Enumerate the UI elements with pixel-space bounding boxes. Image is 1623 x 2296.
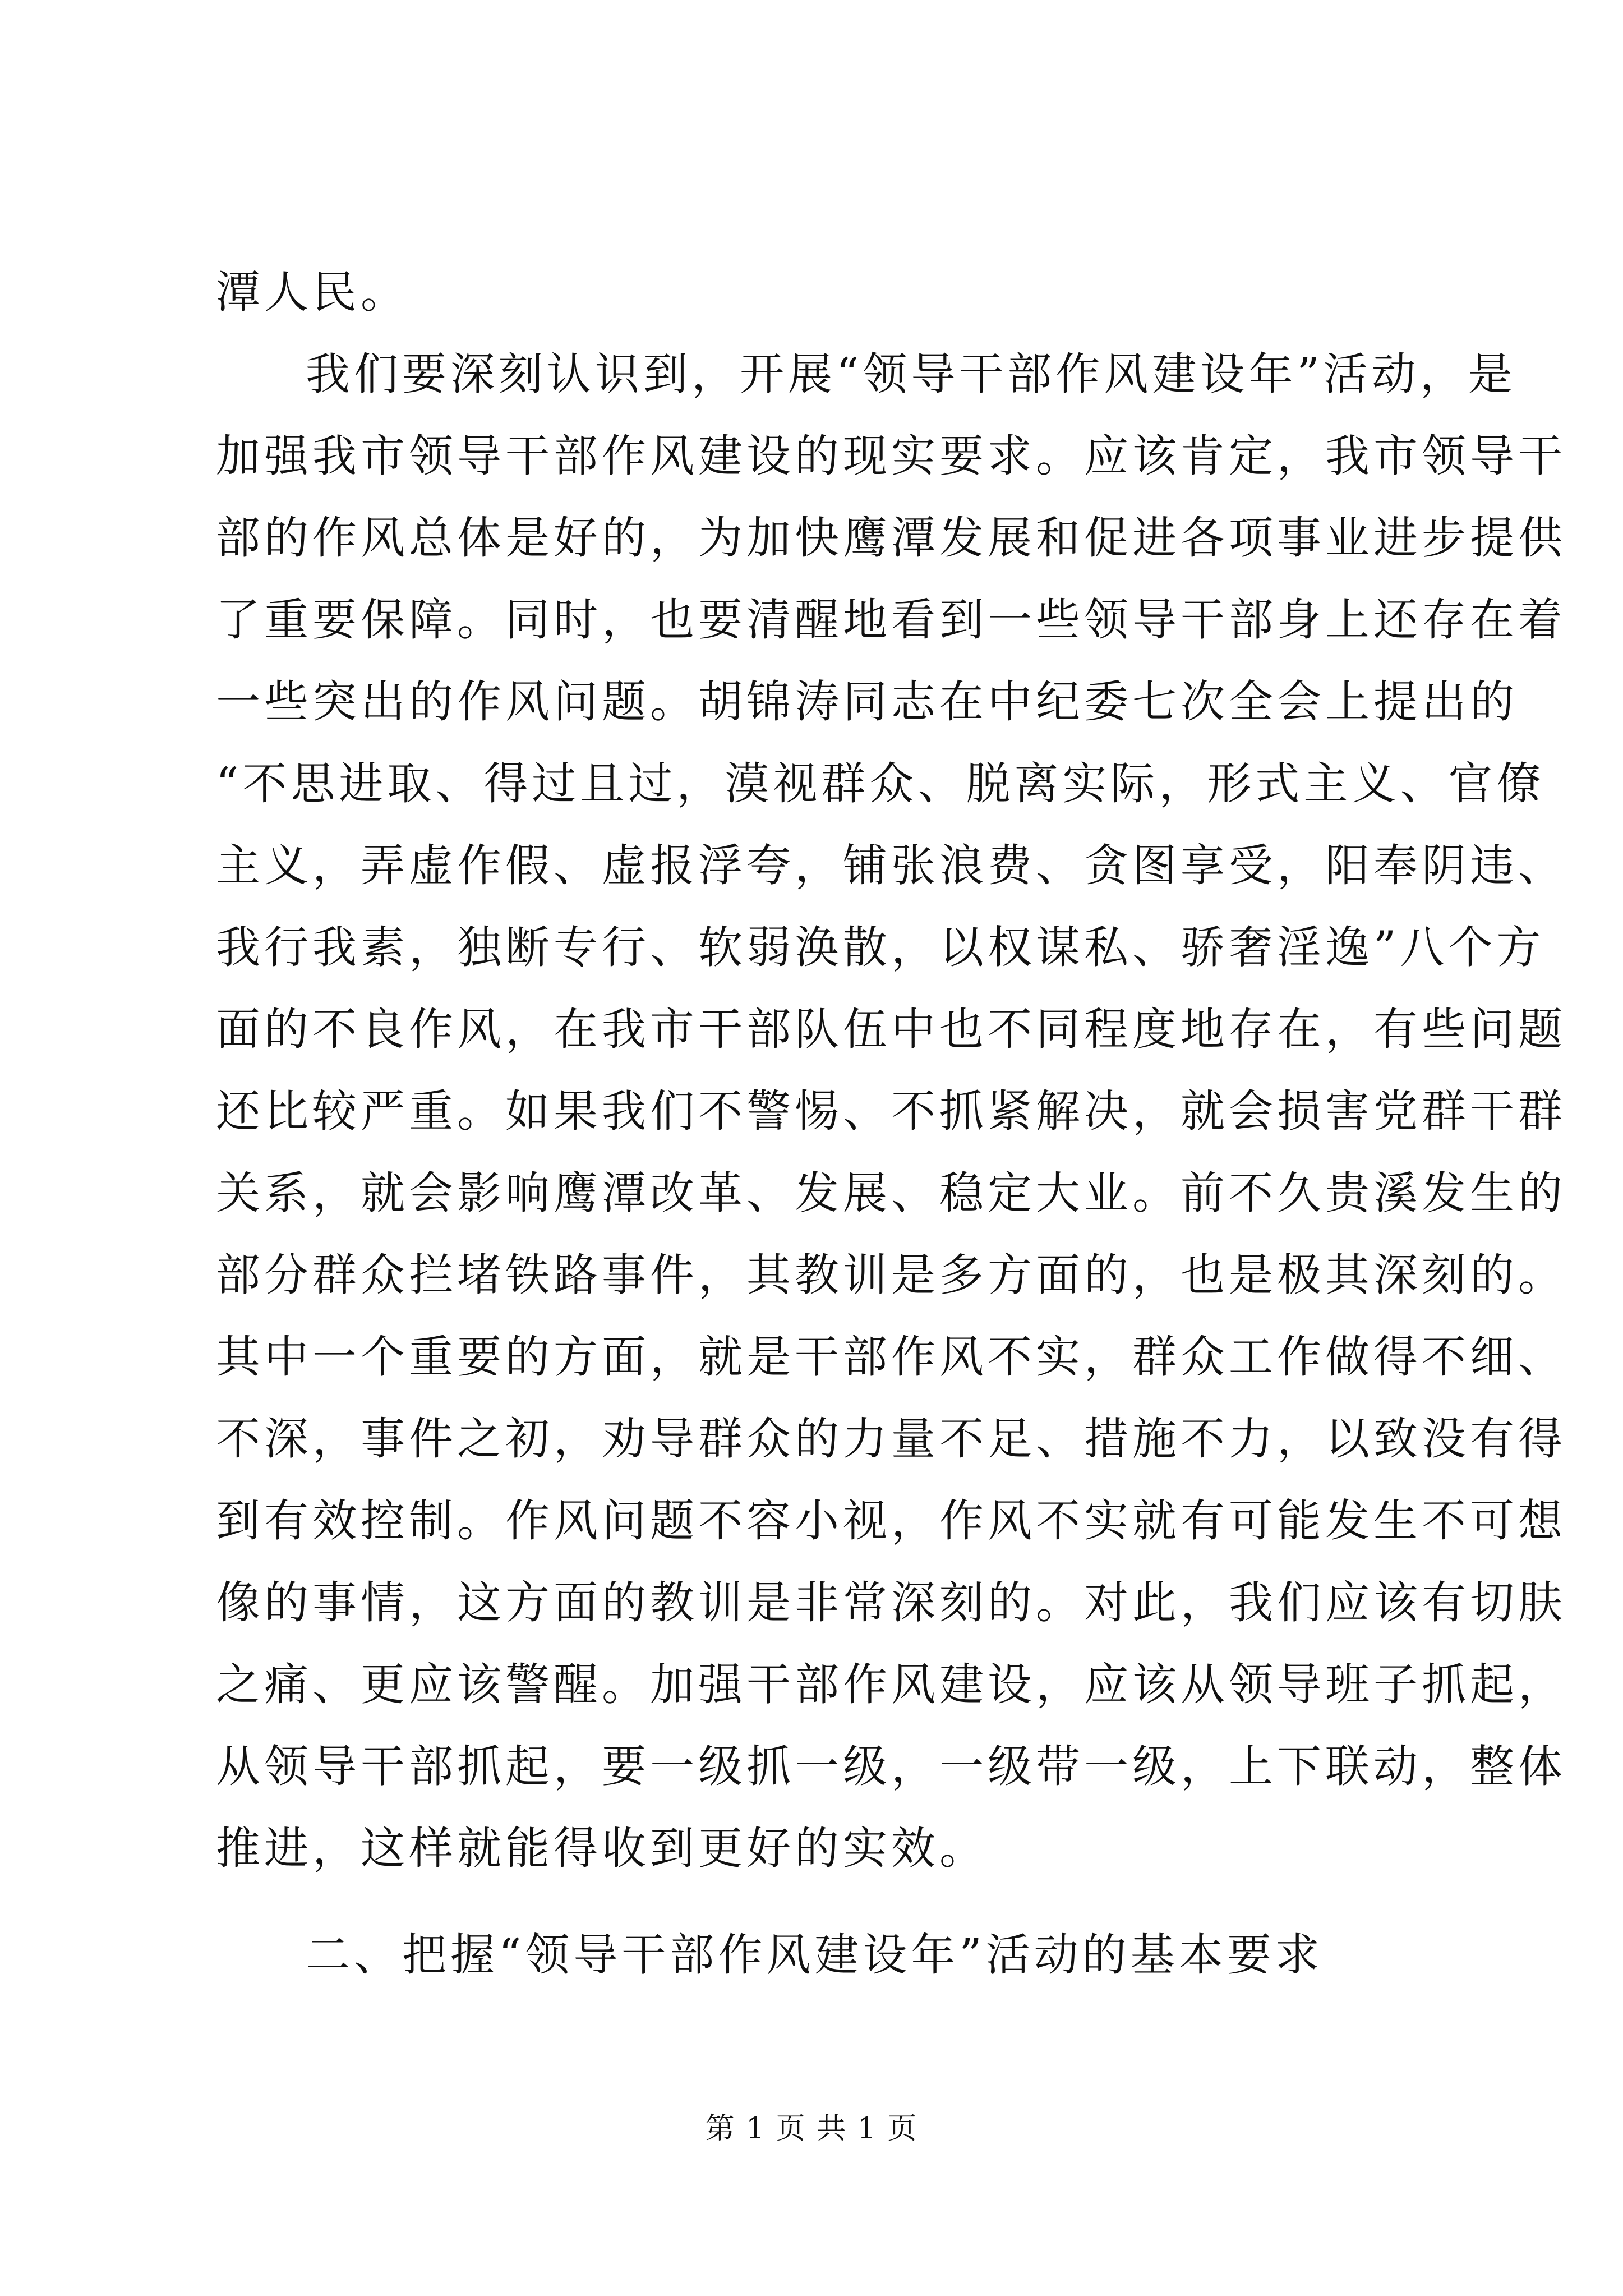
text-line: 到有效控制。作风问题不容小视，作风不实就有可能发生不可想 <box>216 1495 1566 1547</box>
text-line: 从领导干部抓起，要一级抓一级，一级带一级，上下联动，整体 <box>216 1741 1566 1792</box>
text-line: 部的作风总体是好的，为加快鹰潭发展和促进各项事业进步提供 <box>216 512 1566 564</box>
text-line: 部分群众拦堵铁路事件，其教训是多方面的，也是极其深刻的。 <box>216 1249 1566 1301</box>
text-line: 主义，弄虚作假、虚报浮夸，铺张浪费、贪图享受，阳奉阴违、 <box>216 840 1566 891</box>
page-footer: 第 1 页 共 1 页 <box>705 2112 918 2146</box>
text-line: 潭人民。 <box>216 266 409 318</box>
text-line: 加强我市领导干部作风建设的现实要求。应该肯定，我市领导干 <box>216 430 1566 482</box>
document-body <box>216 251 1566 1996</box>
text-line: 一些突出的作风问题。胡锦涛同志在中纪委七次全会上提出的 <box>216 676 1518 728</box>
section-heading: 二、把握“领导干部作风建设年”活动的基本要求 <box>306 1929 1324 1981</box>
text-line: 还比较严重。如果我们不警惕、不抓紧解决，就会损害党群干群 <box>216 1085 1566 1137</box>
text-line: 之痛、更应该警醒。加强干部作风建设，应该从领导班子抓起， <box>216 1659 1566 1710</box>
text-line: 关系，就会影响鹰潭改革、发展、稳定大业。前不久贵溪发生的 <box>216 1167 1566 1219</box>
text-line: 其中一个重要的方面，就是干部作风不实，群众工作做得不细、 <box>216 1331 1566 1383</box>
text-line: 不深，事件之初，劝导群众的力量不足、措施不力，以致没有得 <box>216 1413 1566 1465</box>
text-line: 我行我素，独断专行、软弱涣散，以权谋私、骄奢淫逸”八个方 <box>216 922 1545 973</box>
text-line: “不思进取、得过且过，漠视群众、脱离实际，形式主义、官僚 <box>216 758 1545 809</box>
paragraph-start-line: 我们要深刻认识到，开展“领导干部作风建设年”活动，是 <box>306 348 1516 400</box>
text-line: 像的事情，这方面的教训是非常深刻的。对此，我们应该有切肤 <box>216 1577 1566 1628</box>
text-line: 了重要保障。同时，也要清醒地看到一些领导干部身上还存在着 <box>216 594 1566 646</box>
text-line: 面的不良作风，在我市干部队伍中也不同程度地存在，有些问题 <box>216 1004 1566 1055</box>
paragraph-end-line: 推进，这样就能得收到更好的实效。 <box>216 1823 988 1874</box>
